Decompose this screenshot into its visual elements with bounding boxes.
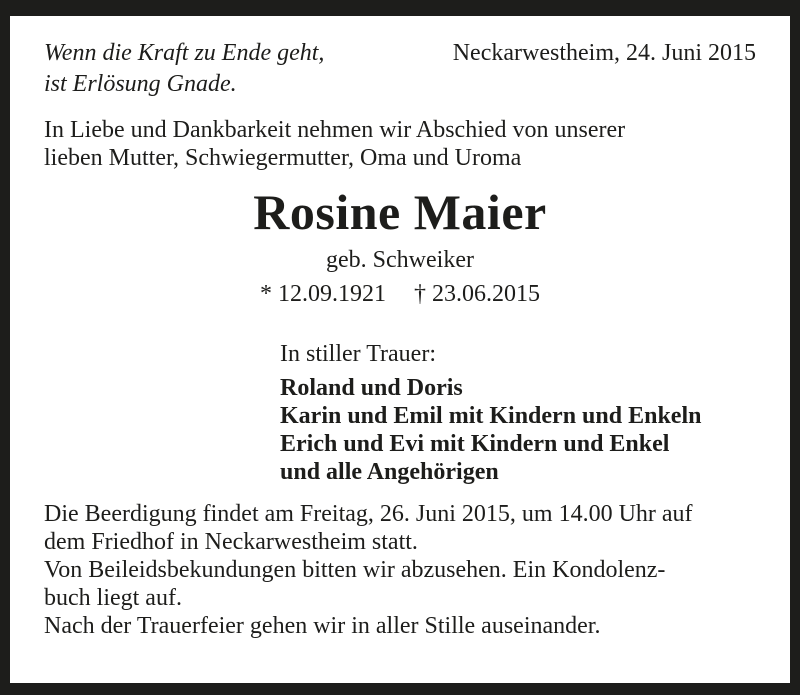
funeral-info xyxy=(44,500,756,640)
notice-header xyxy=(44,38,756,100)
funeral-line: buch liegt auf. xyxy=(44,585,182,611)
deceased-name: Rosine Maier xyxy=(253,184,547,240)
mourner-line: Roland und Doris xyxy=(280,375,463,401)
epigraph-line-1: Wenn die Kraft zu Ende geht, xyxy=(44,40,325,66)
dateline: Neckarwestheim, 24. Juni 2015 xyxy=(452,40,756,66)
mourner-line: Karin und Emil mit Kindern und Enkeln xyxy=(280,403,702,429)
mourning-label: In stiller Trauer: xyxy=(280,341,436,367)
notice-content xyxy=(10,16,790,640)
intro-line-2: lieben Mutter, Schwiegermutter, Oma und Uroma xyxy=(44,145,522,171)
mourners-list xyxy=(280,374,756,486)
epigraph-line-2: ist Erlösung Gnade. xyxy=(44,71,237,97)
intro-paragraph xyxy=(44,116,756,172)
mourner-line: und alle Angehörigen xyxy=(280,459,499,485)
funeral-line: Nach der Trauerfeier gehen wir in aller Stille auseinander. xyxy=(44,613,601,639)
mourning-block xyxy=(280,340,756,486)
funeral-line: Die Beerdigung findet am Freitag, 26. Juni 2015, um 14.00 Uhr auf xyxy=(44,501,693,527)
intro-line-1: In Liebe und Dankbarkeit nehmen wir Abschied von unserer xyxy=(44,117,626,143)
birth-date: * 12.09.1921 xyxy=(260,281,386,307)
funeral-line: Von Beileidsbekundungen bitten wir abzusehen. Ein Kondolenz- xyxy=(44,557,666,583)
funeral-line: dem Friedhof in Neckarwestheim statt. xyxy=(44,529,418,555)
mourner-line: Erich und Evi mit Kindern und Enkel xyxy=(280,431,670,457)
maiden-name: geb. Schweiker xyxy=(326,247,474,273)
death-date: † 23.06.2015 xyxy=(414,281,540,307)
life-dates xyxy=(44,280,756,308)
epigraph xyxy=(44,38,324,100)
